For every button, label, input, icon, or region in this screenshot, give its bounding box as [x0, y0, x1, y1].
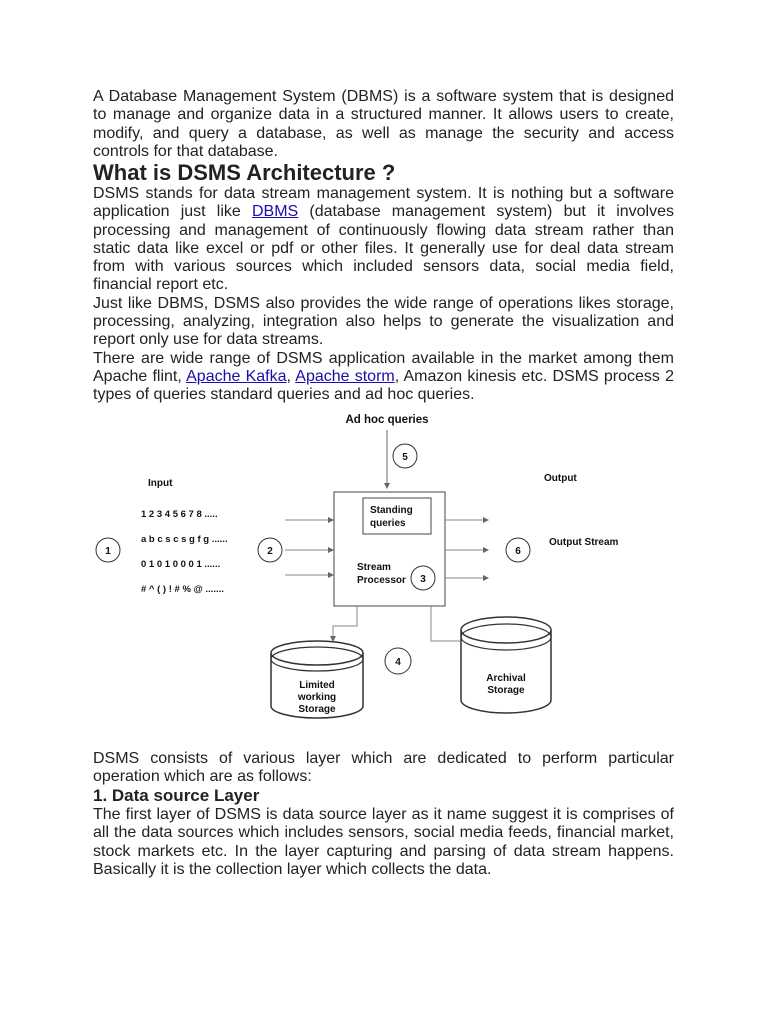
p3-text-before: There are wide range of DSMS application available in the market among them Apache flint, — [93, 349, 674, 385]
layer1-paragraph: The first layer of DSMS is data source layer as it name suggest it is comprises of all the data sources which includes sensors, social media feeds, financial market, stock markets etc. In the layer capturing and parsing of data stream happens. Basically it is the collection layer which collects the data. — [93, 806, 674, 878]
archival-label-2: Storage — [487, 685, 525, 696]
archival-storage-cylinder — [461, 617, 551, 713]
dsms-operations-paragraph: Just like DBMS, DSMS also provides the wide range of operations likes storage, processing, analyzing, integration also helps to generate the visualization and report only use for data streams. — [93, 294, 674, 349]
standing-label-2: queries — [370, 518, 406, 529]
p1-text-after: (database management system) but it involves processing and management of continuously flowing data stream rather than static data like excel or pdf or other files. It generally use for deal data stream from with various sources which included sensors data, social media field, financial report etc. — [93, 203, 674, 294]
input-seq-numbers: 1 2 3 4 5 6 7 8 ..... — [141, 509, 218, 520]
step-3-label: 3 — [420, 574, 426, 585]
limited-label-3: Storage — [298, 704, 336, 715]
output-stream-label: Output Stream — [549, 537, 619, 548]
dbms-link[interactable]: DBMS — [252, 203, 299, 221]
diagram-svg — [93, 408, 674, 720]
layer1-heading: 1. Data source Layer — [93, 786, 260, 805]
input-seq-symbols: # ^ ( ) ! # % @ ....... — [141, 584, 224, 595]
dsms-applications-paragraph — [93, 350, 674, 405]
standing-label-1: Standing — [370, 505, 413, 516]
p3-separator: , — [286, 367, 296, 385]
input-label: Input — [148, 478, 173, 489]
output-label: Output — [544, 473, 577, 484]
adhoc-queries-label: Ad hoc queries — [345, 414, 429, 426]
apache-storm-link[interactable]: Apache storm — [295, 367, 395, 385]
p1-text-before: DSMS stands for data stream management system. It is nothing but a software application just like — [93, 185, 674, 221]
step-1-label: 1 — [105, 546, 111, 557]
step-5-label: 5 — [402, 452, 408, 463]
intro-paragraph: A Database Management System (DBMS) is a software system that is designed to manage and organize data in a structured manner. It allows users to create, modify, and query a database, as well as manage the security and access controls for that database. — [93, 88, 674, 160]
limited-label-2: working — [297, 692, 337, 703]
page-heading: What is DSMS Architecture ? — [93, 160, 396, 185]
step-6-label: 6 — [515, 546, 521, 557]
layers-intro-paragraph: DSMS consists of various layer which are dedicated to perform particular operation which are as follows: — [93, 750, 674, 786]
input-seq-letters: a b c s c s g f g ...... — [141, 534, 228, 545]
input-seq-binary: 0 1 0 1 0 0 0 1 ...... — [141, 559, 221, 570]
step-2-label: 2 — [267, 546, 273, 557]
limited-label-1: Limited — [299, 680, 335, 691]
archival-label-1: Archival — [486, 673, 526, 684]
stream-label-2: Processor — [357, 575, 406, 586]
to-limited-storage-arrow — [333, 606, 357, 641]
dsms-definition-paragraph — [93, 185, 674, 295]
apache-kafka-link[interactable]: Apache Kafka — [186, 367, 287, 385]
stream-label-1: Stream — [357, 562, 391, 573]
dsms-architecture-diagram — [93, 408, 674, 720]
p3-text-after: , Amazon kinesis etc. DSMS process 2 types of queries standard queries and ad hoc queries. — [93, 367, 674, 404]
body-section — [93, 185, 674, 405]
step-4-label: 4 — [395, 657, 401, 668]
